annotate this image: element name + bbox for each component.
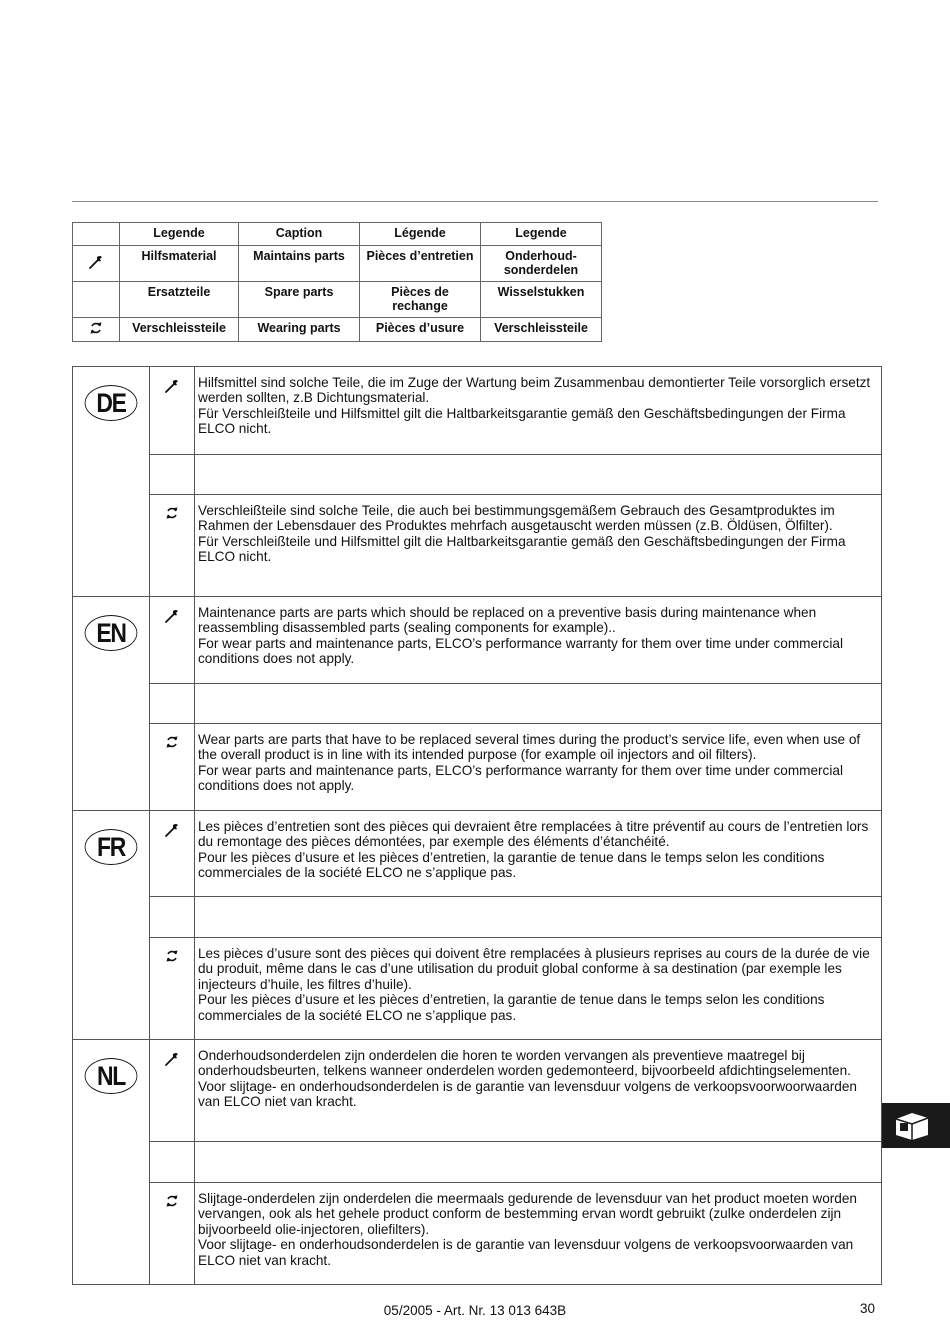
text-cell-empty [195, 1142, 882, 1183]
icon-cell [150, 597, 195, 684]
legend-cell: Wisselstukken [481, 282, 602, 318]
text-cell-empty [195, 455, 882, 495]
legend-row-wear [73, 318, 602, 342]
icon-cell [150, 1183, 195, 1285]
legend-header-nl: Legende [481, 223, 602, 246]
legend-header-fr: Légende [360, 223, 481, 246]
section-row-spare [73, 684, 882, 724]
wrench-icon [164, 822, 180, 838]
wrench-icon [88, 254, 104, 270]
wrench-icon [164, 1051, 180, 1067]
text-cell [195, 1040, 882, 1142]
language-badge-de: DE [85, 385, 138, 421]
section-row-spare [73, 455, 882, 495]
section-row-wear [73, 724, 882, 811]
section-row-wear [73, 1183, 882, 1285]
icon-cell [150, 811, 195, 897]
language-cell [73, 367, 150, 597]
wear-text: Wear parts are parts that have to be replaced several times during the product’s service life, even when use of the overall product is in line with its intended purpose (for example oil injectors and oil filters). [198, 732, 861, 763]
legend-cell: Maintains parts [239, 246, 360, 282]
warranty-text: Für Verschleißteile und Hilfsmittel gilt die Haltbarkeitsgarantie gemäß den Geschäftsbedingungen der Firma ELCO nicht. [198, 405, 846, 437]
text-cell-empty [195, 897, 882, 938]
warranty-text: Pour les pièces d’usure et les pièces d’entretien, la garantie de tenue dans le temps selon les conditions commerciales de la société ELCO ne s’applique pas. [198, 992, 825, 1023]
text-cell-empty [195, 684, 882, 724]
icon-cell [150, 367, 195, 455]
language-badge-nl: NL [85, 1058, 138, 1094]
wear-text: Verschleißteile sind solche Teile, die auch bei bestimmungsgemäßem Gebrauch des Gesamtproduktes im Rahmen der Lebensdauer des Produktes mehrfach ausgetauscht werden müssen (z.B. Öldüsen, Ölfilter). [198, 503, 835, 534]
section-row-maintenance [73, 811, 882, 897]
maintenance-text: Hilfsmittel sind solche Teile, die im Zuge der Wartung beim Zusammenbau demontierter Teile vorsorglich ersetzt werden sollten, z.B Dichtungsmaterial. [198, 375, 871, 406]
text-cell [195, 1183, 882, 1285]
wrench-icon [164, 608, 180, 624]
section-row-wear [73, 938, 882, 1040]
burner-icon [890, 1109, 934, 1143]
legend-cell: Wearing parts [239, 318, 360, 342]
cycle-icon [165, 506, 179, 520]
legend-cell: Onderhoud-sonderdelen [481, 246, 602, 282]
section-row-spare [73, 897, 882, 938]
warranty-text: For wear parts and maintenance parts, ELCO’s performance warranty for them over time under commercial conditions does not apply. [198, 762, 843, 794]
legend-cell: Pièces de rechange [360, 282, 481, 318]
section-row-maintenance [73, 1040, 882, 1142]
legend-cell: Hilfsmaterial [120, 246, 239, 282]
section-row-maintenance [73, 367, 882, 455]
icon-cell [150, 1040, 195, 1142]
legend-cell: Verschleissteile [481, 318, 602, 342]
icon-cell [150, 495, 195, 597]
legend-cell: Verschleissteile [120, 318, 239, 342]
legend-icon-cell [73, 246, 120, 282]
legend-table [72, 222, 602, 342]
warranty-text: Voor slijtage- en onderhoudsonderdelen is de garantie van levensduur volgens de verkoopsvoorwaarden van ELCO niet van kracht. [198, 1237, 854, 1268]
footer-article: 05/2005 - Art. Nr. 13 013 643B [383, 1303, 567, 1318]
icon-cell [150, 684, 195, 724]
legend-cell: Pièces d’usure [360, 318, 481, 342]
wrench-icon [164, 378, 180, 394]
text-cell [195, 495, 882, 597]
icon-cell [150, 1142, 195, 1183]
warranty-text: For wear parts and maintenance parts, ELCO’s performance warranty for them over time under commercial conditions does not apply. [198, 635, 843, 667]
text-cell [195, 367, 882, 455]
maintenance-text: Maintenance parts are parts which should be replaced on a preventive basis during maintenance when reassembling disassembled parts (sealing components for example).. [198, 605, 817, 636]
icon-cell [150, 724, 195, 811]
icon-cell [150, 938, 195, 1040]
legend-row-spare [73, 282, 602, 318]
section-row-spare [73, 1142, 882, 1183]
text-cell [195, 811, 882, 897]
text-cell [195, 724, 882, 811]
warranty-text: Voor slijtage- en onderhoudsonderdelen is de garantie van levensduur volgens de verkoopsvoorwoorwaarden van ELCO niet van kracht. [198, 1078, 857, 1110]
cycle-icon [165, 1194, 179, 1208]
page-number: 30 [860, 1301, 876, 1316]
cycle-icon [89, 321, 103, 335]
legend-header-de: Legende [120, 223, 239, 246]
warranty-text: Pour les pièces d’usure et les pièces d’entretien, la garantie de tenue dans le temps selon les conditions commerciales de la société ELCO ne s’applique pas. [198, 849, 825, 881]
legend-header-row [73, 223, 602, 246]
text-cell [195, 938, 882, 1040]
legend-row-maintenance [73, 246, 602, 282]
language-cell [73, 1040, 150, 1285]
section-row-wear [73, 495, 882, 597]
legend-corner [73, 223, 120, 246]
cycle-icon [165, 949, 179, 963]
section-row-maintenance [73, 597, 882, 684]
language-badge-en: EN [85, 615, 138, 651]
legend-cell: Ersatzteile [120, 282, 239, 318]
cycle-icon [165, 735, 179, 749]
legend-icon-cell [73, 318, 120, 342]
legend-cell: Spare parts [239, 282, 360, 318]
legend-icon-cell [73, 282, 120, 318]
maintenance-text: Les pièces d’entretien sont des pièces qui devraient être remplacées à titre préventif au cours de l’entretien lors du remontage des pièces démontées, par exemple des éléments d’étanchéité. [198, 819, 869, 850]
icon-cell [150, 455, 195, 495]
language-badge-fr: FR [85, 829, 138, 865]
parts-description-table [72, 366, 882, 1285]
legend-cell: Pièces d’entretien [360, 246, 481, 282]
text-cell [195, 597, 882, 684]
language-cell [73, 811, 150, 1040]
wear-text: Les pièces d’usure sont des pièces qui doivent être remplacées à plusieurs reprises au cours de la durée de vie du produit, même dans le cas d’une utilisation du produit global conforme à sa destination (par exemple les injecteurs d’huile, les filtres d’huile). [198, 946, 870, 992]
legend-header-en: Caption [239, 223, 360, 246]
maintenance-text: Onderhoudsonderdelen zijn onderdelen die horen te worden vervangen als preventieve maatregel bij onderhoudsbeurten, telkens wanneer onderdelen worden gedemonteerd, bijvoorbeeld afdichtingselementen. [198, 1048, 851, 1079]
top-rule [72, 201, 878, 202]
language-cell [73, 597, 150, 811]
chapter-side-tab [882, 1103, 950, 1148]
warranty-text: Für Verschleißteile und Hilfsmittel gilt die Haltbarkeitsgarantie gemäß den Geschäftsbedingungen der Firma ELCO nicht. [198, 533, 846, 565]
wear-text: Slijtage-onderdelen zijn onderdelen die meermaals gedurende de levensduur van het product moeten worden vervangen, ook als het gehele product conform de bestemming ervan wordt gebruikt (zulke onderdelen zijn bijvoorbeeld olie-injectoren, oliefilters). [198, 1191, 857, 1237]
icon-cell [150, 897, 195, 938]
